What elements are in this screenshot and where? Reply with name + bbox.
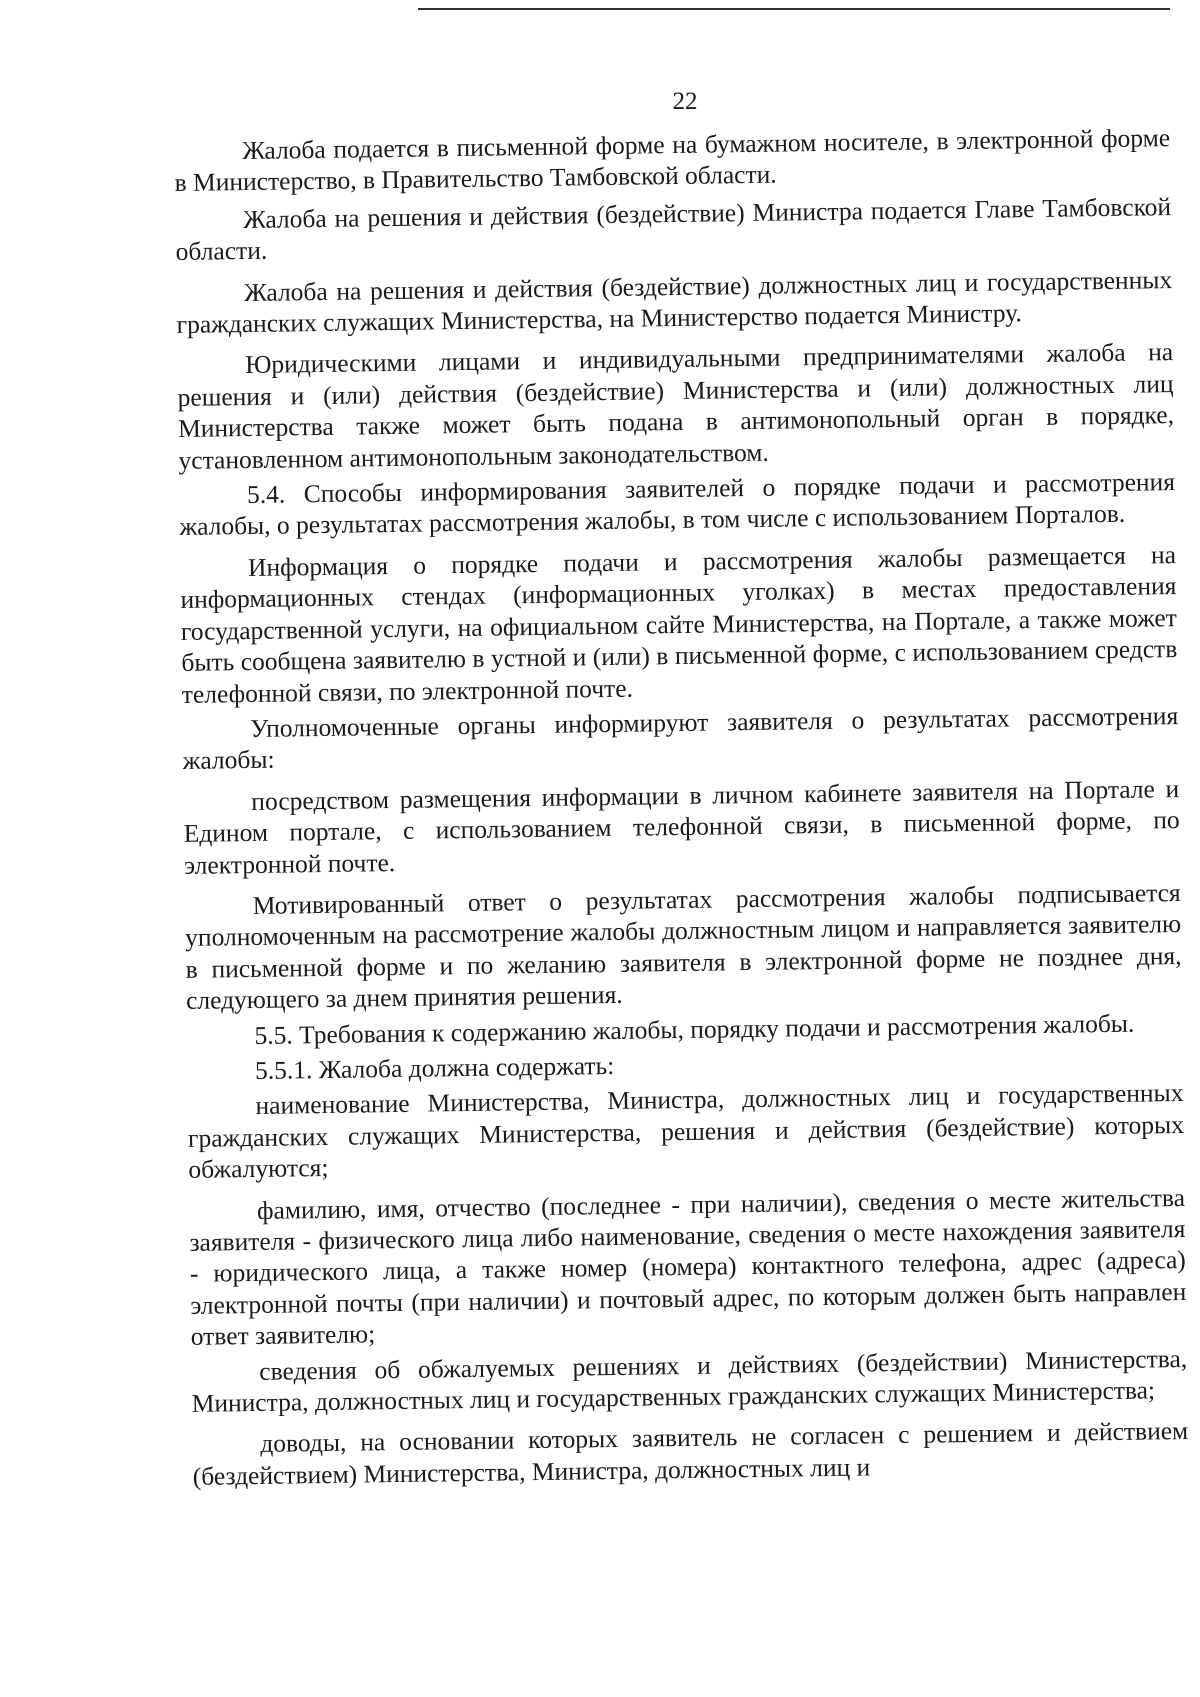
paragraph-motivated-answer: Мотивированный ответ о результатах рассмотрения жалобы подписывается уполномоченным на рассмотрение жалобы должностным лицом и направляется заявителю в письменной форме и по желанию заявителя в электронной форме не позднее дня, следующего за днем принятия решения. — [184, 877, 1182, 1016]
list-item-arguments: доводы, на основании которых заявитель не согласен с решением и действием (бездействием) Министерства, Министра, должностных лиц и — [192, 1416, 1189, 1491]
list-item-names: наименование Министерства, Министра, должностных лиц и государственных гражданских служащих Министерства, решения и действия (бездействие) которых обжалуются; — [187, 1078, 1185, 1185]
paragraph-antimonopoly: Юридическими лицами и индивидуальными предпринимателями жалоба на решения и (или) действия (бездействие) Министерства и (или) должностных лиц Министерства также может быть подана в антимонопольный орган в порядке, установленном антимонопольным законодательством. — [177, 337, 1175, 475]
paragraph-section-5-4: 5.4. Способы информирования заявителей о порядке подачи и рассмотрения жалобы, о результатах рассмотрения жалобы, в том числе с использованием Порталов. — [179, 467, 1176, 542]
page-number: 22 — [672, 88, 698, 115]
list-item-appealed-decisions: сведения об обжалуемых решениях и действиях (бездействии) Министерства, Министра, должностных лиц и государственных гражданских служащих Министерства; — [191, 1343, 1188, 1418]
paragraph-section-5-5-1: 5.5.1. Жалоба должна содержать: — [254, 1050, 615, 1085]
paragraph-information-placement: Информация о порядке подачи и рассмотрения жалобы размещается на информационных стендах (информационных уголках) в местах предоставления государственной услуги, на официальном сайте Министерства, на Портале, а также может быть сообщена заявителю в устной и (или) в письменной форме, с использованием средств телефонной связи, по электронной почте. — [180, 539, 1178, 709]
top-rule — [418, 8, 1170, 10]
paragraph-section-5-5: 5.5. Требования к содержанию жалобы, порядку подачи и рассмотрения жалобы. — [254, 1008, 1135, 1050]
paragraph-officials-complaint: Жалоба на решения и действия (бездействие) должностных лиц и государственных гражданских служащих Министерства, на Министерство подается Министру. — [176, 264, 1173, 340]
list-item-applicant-details: фамилию, имя, отчество (последнее - при наличии), сведения о месте жительства заявителя - физического лица либо наименование, сведения о месте нахождения заявителя - юридического лица, а также номер (номера) контактного телефона, адрес (адреса) электронной почты (при наличии) и почтовый адрес, по которым должен быть направлен ответ заявителю; — [189, 1182, 1187, 1352]
paragraph-minister-complaint: Жалоба на решения и действия (бездействие) Министра подается Главе Тамбовской области. — [175, 191, 1172, 267]
paragraph-personal-cabinet: посредством размещения информации в личном кабинете заявителя на Портале и Едином портале, с использованием телефонной связи, в письменной форме, по электронной почте. — [183, 773, 1180, 880]
document-body — [174, 122, 1189, 1498]
paragraph-authorized-bodies: Уполномоченные органы информируют заявителя о результатах рассмотрения жалобы: — [182, 700, 1179, 776]
paragraph-submission-form: Жалоба подается в письменной форме на бумажном носителе, в электронной форме в Министерство, в Правительство Тамбовской области. — [174, 123, 1171, 198]
